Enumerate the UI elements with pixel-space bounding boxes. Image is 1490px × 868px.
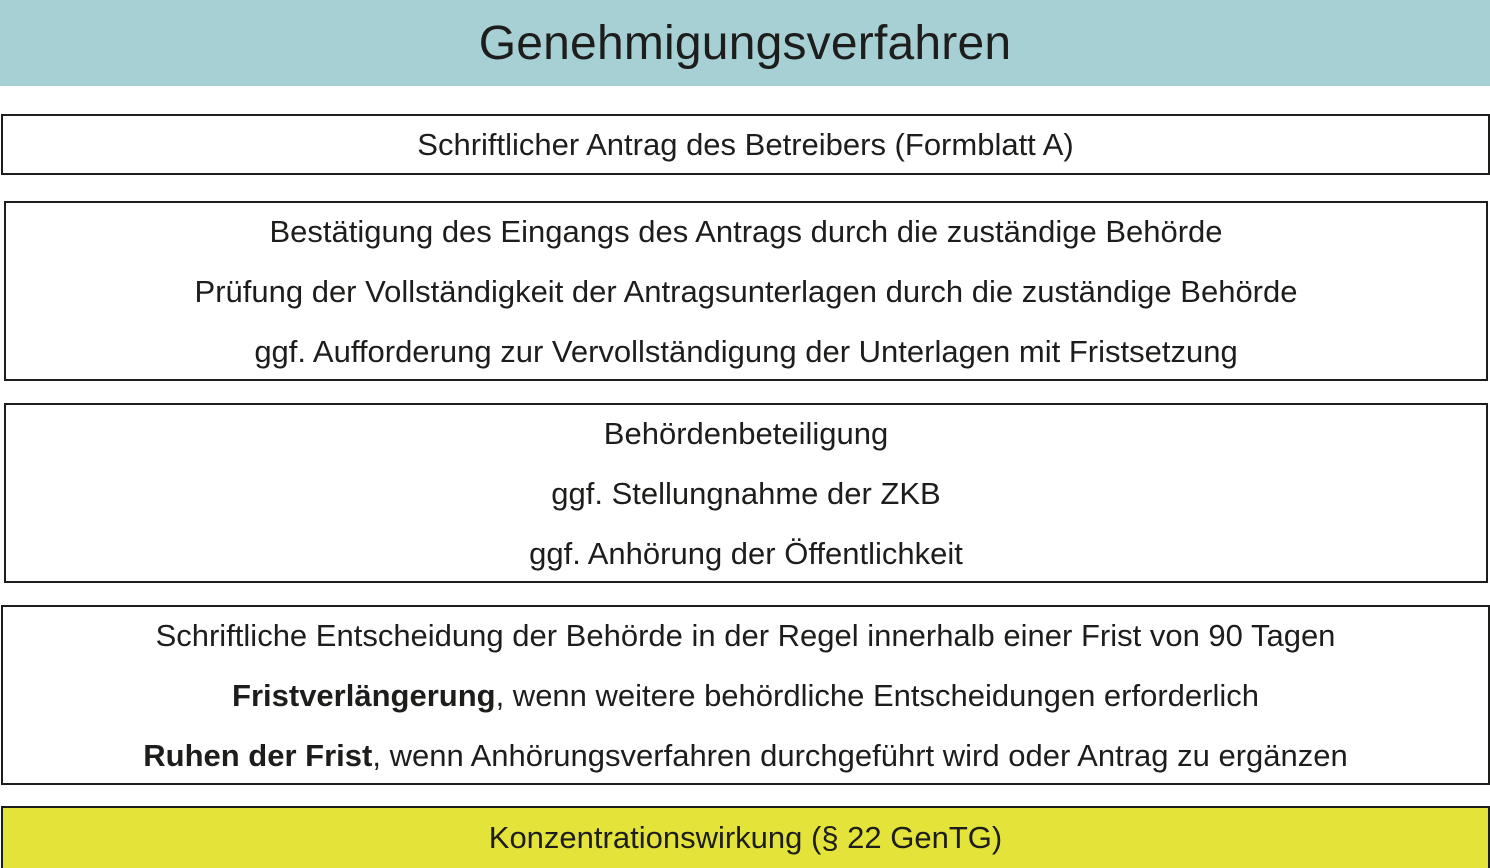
step-receipt-check-box (4, 201, 1488, 381)
step-zkb-statement-line: ggf. Stellungnahme der ZKB (551, 476, 941, 511)
step-extension-line (3, 678, 1488, 714)
step-decision-line: Schriftliche Entscheidung der Behörde in der Regel innerhalb einer Frist von 90 Tagen (155, 618, 1336, 653)
diagram-title: Genehmigungsverfahren (478, 16, 1012, 70)
step-public-hearing-line: ggf. Anhörung der Öffentlichkeit (529, 536, 963, 571)
step-receipt-line: Bestätigung des Eingangs des Antrags durch die zuständige Behörde (269, 214, 1223, 249)
step-application-text: Schriftlicher Antrag des Betreibers (Formblatt A) (417, 126, 1074, 162)
step-application-box (1, 114, 1490, 175)
concentration-effect-text: Konzentrationswirkung (§ 22 GenTG) (488, 820, 1003, 855)
diagram-title-banner (0, 0, 1490, 86)
step-decision-box (1, 605, 1490, 785)
step-authority-participation-line: Behördenbeteiligung (603, 416, 889, 451)
suspension-bold-term: Ruhen der Frist (143, 738, 373, 773)
step-completion-request-line: ggf. Aufforderung zur Vervollständigung der Unterlagen mit Fristsetzung (254, 334, 1238, 369)
concentration-effect-banner (1, 806, 1490, 868)
extension-condition-text: , wenn weitere behördliche Entscheidungen erforderlich (495, 678, 1259, 713)
step-completeness-line: Prüfung der Vollständigkeit der Antragsunterlagen durch die zuständige Behörde (194, 274, 1298, 309)
extension-bold-term: Fristverlängerung (232, 678, 496, 713)
step-authority-participation-box (4, 403, 1488, 583)
suspension-condition-text: , wenn Anhörungsverfahren durchgeführt wird oder Antrag zu ergänzen (372, 738, 1348, 773)
step-suspension-line (3, 738, 1488, 774)
